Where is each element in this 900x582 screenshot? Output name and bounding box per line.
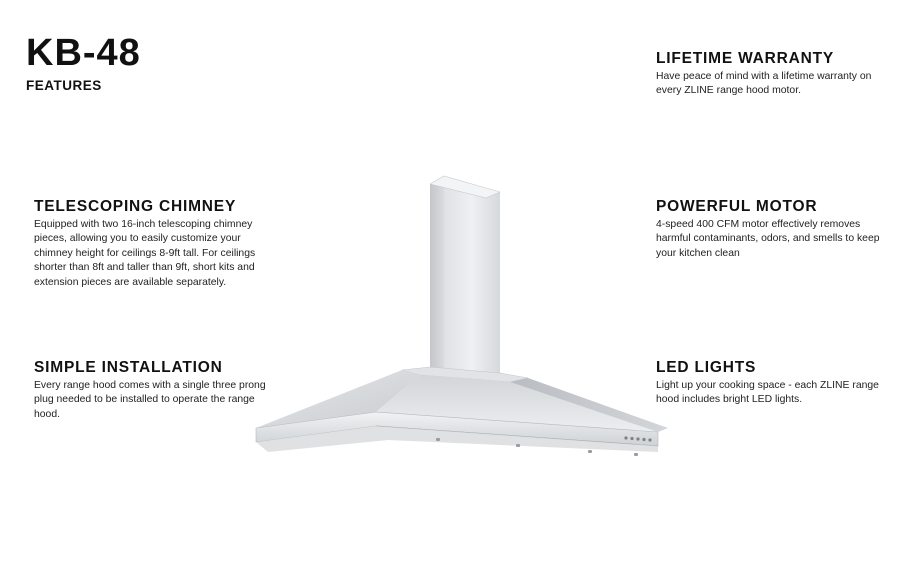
feature-lifetime-warranty: [656, 50, 886, 99]
feature-description: 4-speed 400 CFM motor effectively removes harmful contaminants, odors, and smells to keep your kitchen clean: [656, 219, 880, 259]
feature-telescoping-chimney: [34, 198, 266, 290]
chimney-side: [430, 176, 444, 375]
feature-led-lights: [656, 359, 886, 408]
feature-description: Have peace of mind with a lifetime warranty on every ZLINE range hood motor.: [656, 71, 872, 97]
feature-title: POWERFUL MOTOR: [656, 198, 818, 215]
feature-description: Equipped with two 16-inch telescoping chimney pieces, allowing you to easily customize your chimney height for ceilings 8-9ft tall. For ceilings shorter than 8ft and taller than 9ft, short kits and extension pieces are available separately.: [34, 219, 256, 288]
feature-title: TELESCOPING CHIMNEY: [34, 198, 237, 215]
feature-title: SIMPLE INSTALLATION: [34, 359, 223, 376]
feature-simple-installation: [34, 359, 266, 422]
feature-powerful-motor: [656, 198, 886, 261]
feature-title: LIFETIME WARRANTY: [656, 50, 835, 67]
feature-title: LED LIGHTS: [656, 359, 757, 376]
chimney-front: [444, 176, 500, 375]
page-subtitle: FEATURES: [26, 78, 102, 93]
page-title: KB-48: [26, 32, 141, 74]
range-hood-image: [248, 170, 668, 470]
feature-description: Light up your cooking space - each ZLINE range hood includes bright LED lights.: [656, 380, 879, 406]
feature-description: Every range hood comes with a single three prong plug needed to be installed to operate the range hood.: [34, 380, 266, 420]
